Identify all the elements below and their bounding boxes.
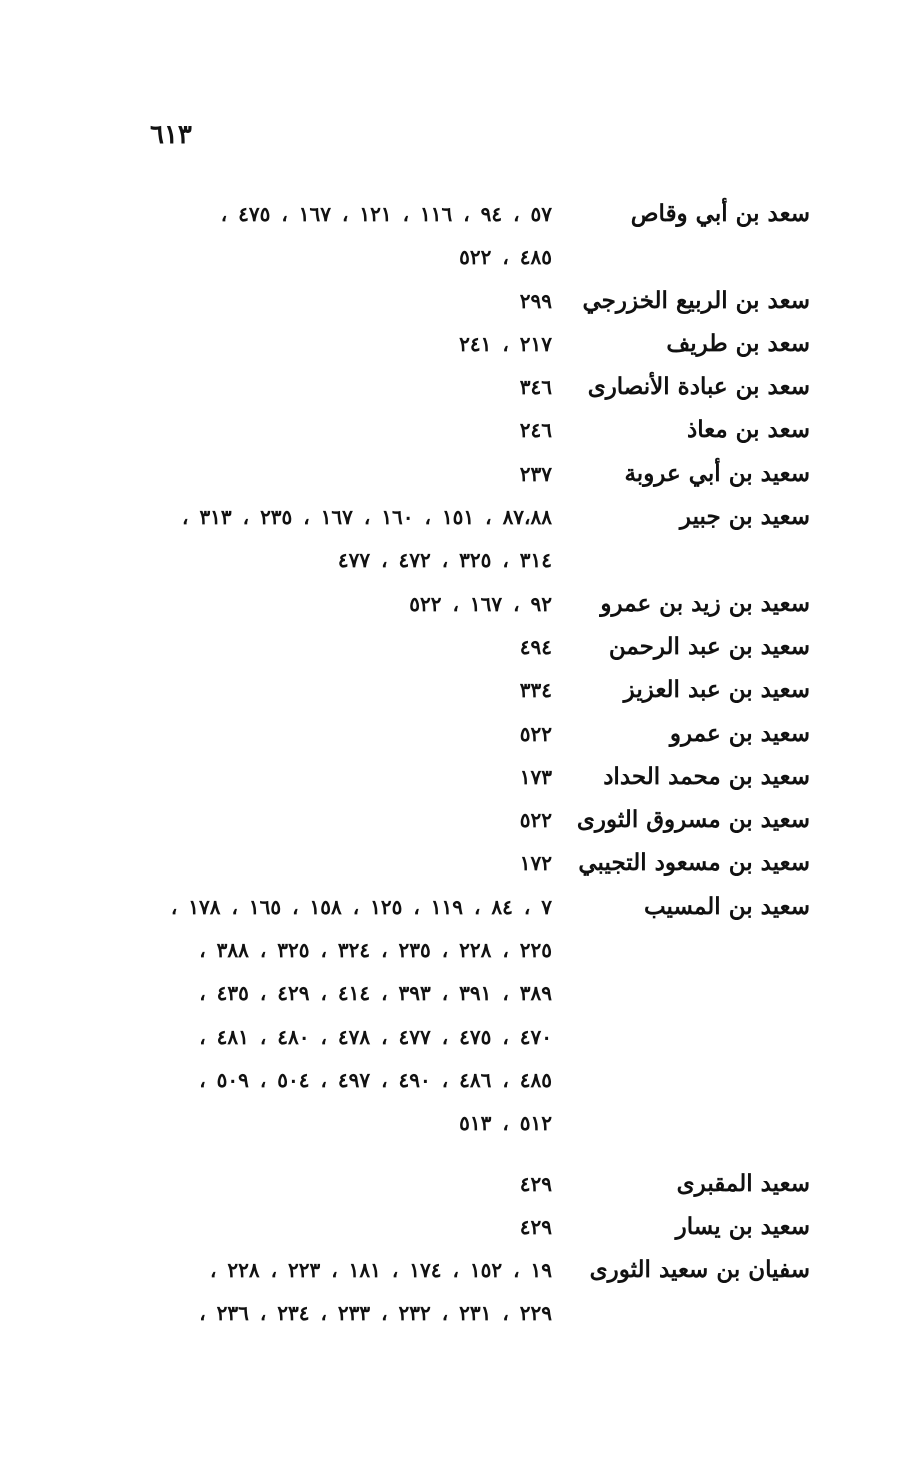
entry-page-refs: ٣١٤ ، ٣٢٥ ، ٤٧٢ ، ٤٧٧ (337, 548, 552, 573)
entry-page-refs: ٤٢٩ (519, 1214, 552, 1239)
entry-page-refs: ٣٤٦ (519, 375, 552, 400)
index-entry (140, 666, 830, 709)
entry-name: سعد بن الربيع الخزرجي (582, 286, 810, 314)
index-entry (140, 623, 830, 666)
index-entry (140, 493, 830, 580)
index-list (140, 190, 830, 1333)
index-entry (140, 190, 830, 277)
entry-page-refs: ٨٧،٨٨ ، ١٥١ ، ١٦٠ ، ١٦٧ ، ٢٣٥ ، ٣١٣ ، (182, 505, 552, 530)
index-entry (140, 883, 830, 1143)
entry-spacer (140, 1143, 830, 1160)
entry-page-refs: ٣٣٤ (519, 678, 552, 703)
index-entry (140, 363, 830, 406)
index-entry (140, 753, 830, 796)
index-entry-line (140, 406, 830, 449)
entry-name: سعيد بن مسعود التجيبي (578, 849, 810, 877)
index-entry-line (140, 580, 830, 623)
entry-name: سعد بن طريف (666, 329, 810, 357)
entry-name: سعيد بن يسار (675, 1212, 810, 1240)
entry-page-refs: ٢١٧ ، ٢٤١ (459, 331, 552, 356)
entry-page-refs: ٥٧ ، ٩٤ ، ١١٦ ، ١٢١ ، ١٦٧ ، ٤٧٥ ، (220, 202, 552, 226)
index-entry-line (140, 710, 830, 753)
entry-page-refs: ٥٢٢ (519, 808, 552, 833)
entry-page-refs: ٢٩٩ (519, 288, 552, 313)
entry-name: سعيد بن أبي عروبة (624, 459, 810, 487)
index-entry-line (140, 450, 830, 493)
index-entry-line (140, 320, 830, 363)
entry-page-refs: ٤٨٥ ، ٤٨٦ ، ٤٩٠ ، ٤٩٧ ، ٥٠٤ ، ٥٠٩ ، (199, 1067, 552, 1092)
entry-page-refs: ١٩ ، ١٥٢ ، ١٧٤ ، ١٨١ ، ٢٢٣ ، ٢٢٨ ، (209, 1258, 552, 1283)
entry-page-refs: ٩٢ ، ١٦٧ ، ٥٢٢ (409, 591, 552, 616)
entry-page-refs: ٧ ، ٨٤ ، ١١٩ ، ١٢٥ ، ١٥٨ ، ١٦٥ ، ١٧٨ ، (170, 894, 552, 919)
entry-name: سعيد بن جبير (679, 503, 810, 531)
entry-name: سعيد بن زيد بن عمرو (600, 589, 810, 617)
entry-page-refs: ٥١٢ ، ٥١٣ (459, 1111, 552, 1136)
entry-page-refs: ٤٨٥ ، ٥٢٢ (459, 245, 552, 270)
index-entry (140, 580, 830, 623)
index-entry-line (140, 1203, 830, 1246)
entry-name: سعيد بن محمد الحداد (603, 762, 810, 790)
entry-name: سعد بن أبي وقاص (630, 200, 810, 227)
entry-page-refs: ١٧٢ (519, 851, 552, 876)
index-entry-line (140, 926, 830, 969)
entry-page-refs: ١٧٣ (519, 764, 552, 789)
entry-page-refs: ٢٤٦ (519, 418, 552, 443)
entry-page-refs: ٣٨٩ ، ٣٩١ ، ٣٩٣ ، ٤١٤ ، ٤٢٩ ، ٤٣٥ ، (199, 981, 552, 1006)
index-entry-line (140, 1099, 830, 1142)
index-entry-line (140, 233, 830, 276)
index-entry-line (140, 190, 830, 233)
entry-page-refs: ٥٢٢ (519, 721, 552, 746)
index-entry-line (140, 623, 830, 666)
index-entry-line (140, 1160, 830, 1203)
entry-name: سعيد بن المسيب (643, 892, 810, 920)
index-entry (140, 1160, 830, 1203)
entry-page-refs: ٢٢٥ ، ٢٢٨ ، ٢٣٥ ، ٣٢٤ ، ٣٢٥ ، ٣٨٨ ، (199, 938, 552, 963)
entry-name: سعد بن عبادة الأنصارى (587, 373, 810, 401)
index-entry (140, 839, 830, 882)
index-entry (140, 406, 830, 449)
entry-name: سعد بن معاذ (686, 416, 810, 444)
index-entry (140, 320, 830, 363)
index-entry-line (140, 1289, 830, 1332)
entry-page-refs: ٤٢٩ (519, 1171, 552, 1196)
entry-page-refs: ٢٣٧ (519, 461, 552, 486)
index-entry-line (140, 753, 830, 796)
entry-page-refs: ٤٧٠ ، ٤٧٥ ، ٤٧٧ ، ٤٧٨ ، ٤٨٠ ، ٤٨١ ، (199, 1024, 552, 1049)
index-entry-line (140, 969, 830, 1012)
index-entry-line (140, 839, 830, 882)
entry-name: سعيد بن عبد العزيز (623, 676, 810, 704)
index-entry-line (140, 363, 830, 406)
entry-page-refs: ٢٢٩ ، ٢٣١ ، ٢٣٢ ، ٢٣٣ ، ٢٣٤ ، ٢٣٦ ، (199, 1301, 552, 1326)
entry-name: سعيد بن عبد الرحمن (608, 632, 810, 660)
index-entry-line (140, 1013, 830, 1056)
index-entry-line (140, 536, 830, 579)
index-entry (140, 1246, 830, 1333)
entry-name: سعيد المقبرى (676, 1169, 810, 1197)
page-number: ٦١٣ (150, 120, 192, 150)
index-entry-line (140, 493, 830, 536)
index-entry-line (140, 666, 830, 709)
index-entry (140, 796, 830, 839)
index-entry (140, 710, 830, 753)
index-entry-line (140, 1246, 830, 1289)
index-entry-line (140, 796, 830, 839)
index-entry-line (140, 883, 830, 926)
index-entry-line (140, 1056, 830, 1099)
index-entry (140, 450, 830, 493)
entry-page-refs: ٤٩٤ (519, 634, 552, 659)
index-entry (140, 277, 830, 320)
index-entry-line (140, 277, 830, 320)
index-entry (140, 1203, 830, 1246)
entry-name: سفيان بن سعيد الثورى (589, 1256, 810, 1284)
entry-name: سعيد بن مسروق الثورى (576, 806, 810, 834)
entry-name: سعيد بن عمرو (669, 719, 810, 747)
